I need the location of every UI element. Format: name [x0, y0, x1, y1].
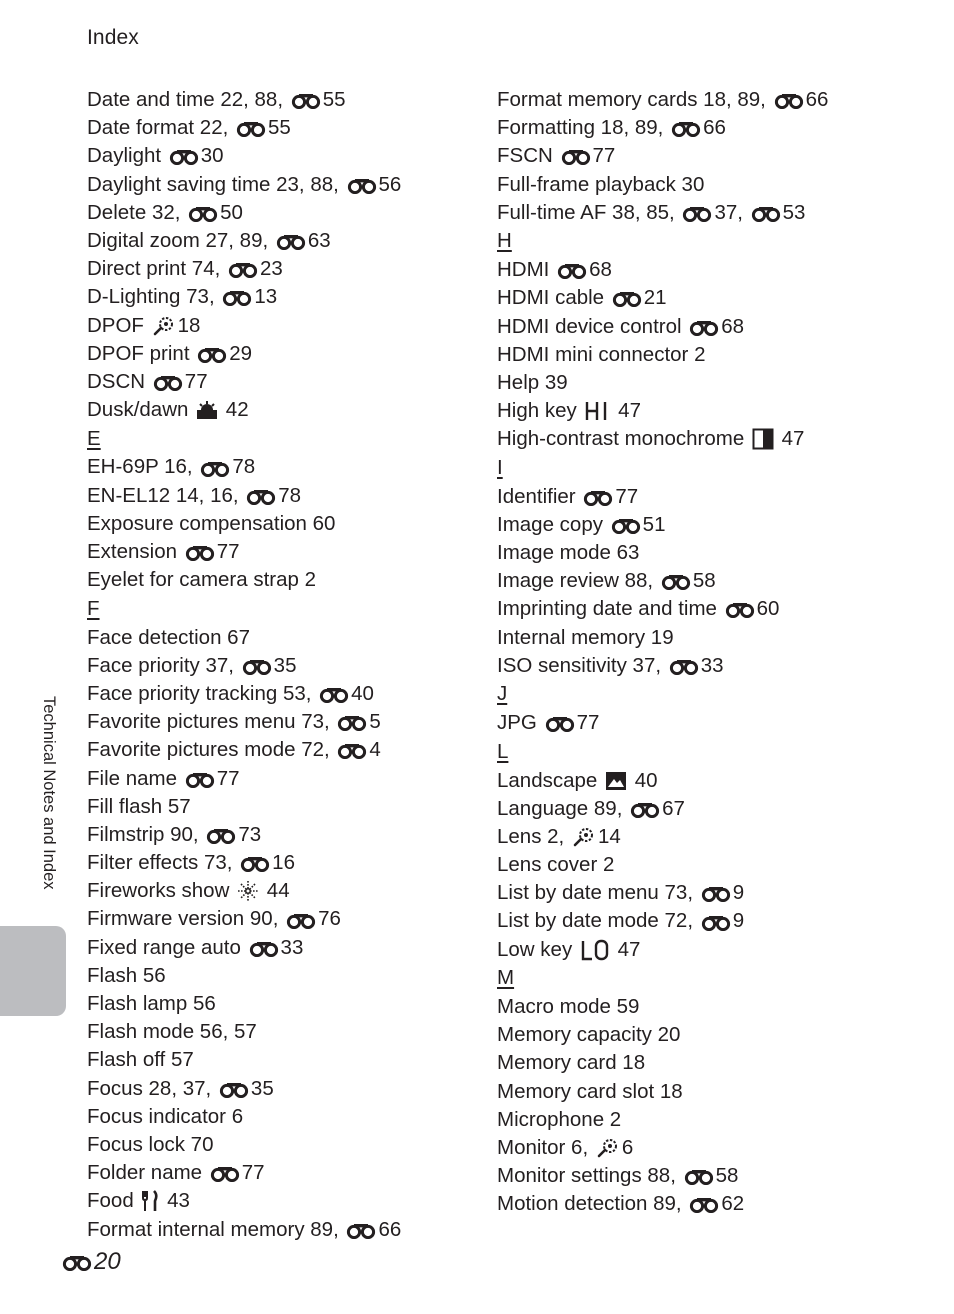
- index-entry: [87, 1131, 401, 1159]
- reference-icon: [242, 657, 272, 675]
- index-entry-text: Fireworks show: [87, 879, 236, 903]
- index-entry-text: ISO sensitivity 37,: [497, 653, 667, 677]
- index-entry-page: 33: [280, 935, 304, 959]
- index-entry-text: Face detection 67: [87, 625, 250, 649]
- index-entry: [87, 1018, 401, 1046]
- index-entry: [87, 793, 401, 821]
- reference-icon: [246, 487, 276, 505]
- reference-icon: [701, 884, 731, 902]
- index-entry-page: 13: [254, 285, 278, 309]
- index-entry-page: 77: [216, 766, 240, 790]
- index-column-right: [497, 86, 828, 1219]
- index-letter-heading: [497, 227, 828, 256]
- page-number: 20: [94, 1248, 121, 1275]
- index-entry-page: 35: [250, 1076, 274, 1100]
- index-entry: [497, 907, 828, 935]
- index-entry: [87, 877, 401, 905]
- index-entry: [497, 595, 828, 623]
- index-entry-page: 73: [238, 822, 262, 846]
- index-entry-page: 55: [322, 88, 346, 111]
- index-entry-text: Firmware version 90,: [87, 907, 285, 931]
- reference-icon: [684, 1167, 714, 1185]
- index-entry-page: 55: [267, 116, 291, 140]
- index-entry-text: HDMI device control: [497, 314, 688, 338]
- index-entry-page: 37,: [714, 200, 749, 224]
- index-entry-text: JPG: [497, 711, 543, 735]
- index-entry-text: Monitor settings 88,: [497, 1164, 682, 1188]
- index-letter-label: E: [87, 426, 101, 450]
- index-entry: [87, 227, 401, 255]
- index-entry-text: Eyelet for camera strap 2: [87, 568, 317, 592]
- reference-icon: [682, 204, 712, 222]
- index-entry-text: Lens 2,: [497, 824, 570, 848]
- index-entry-text: Face priority 37,: [87, 653, 240, 677]
- index-entry-text: FSCN: [497, 144, 559, 168]
- index-entry: [497, 1134, 828, 1162]
- index-entry-page: 63: [307, 228, 331, 252]
- index-entry: [87, 114, 401, 142]
- index-entry: [497, 795, 828, 823]
- index-entry: [497, 256, 828, 284]
- index-entry: [497, 879, 828, 907]
- index-entry-page: 35: [273, 653, 297, 677]
- reference-icon: [286, 911, 316, 929]
- index-entry-page: 51: [642, 512, 666, 536]
- index-entry: [497, 114, 828, 142]
- index-entry-text: Microphone 2: [497, 1107, 622, 1131]
- index-entry-text: Face priority tracking 53,: [87, 681, 318, 705]
- index-entry-text: D-Lighting 73,: [87, 285, 221, 309]
- index-entry-text: Daylight saving time 23, 88,: [87, 172, 345, 196]
- index-entry: [497, 851, 828, 879]
- index-entry-text: Formatting 18, 89,: [497, 116, 670, 140]
- index-entry-page: 53: [782, 200, 806, 224]
- index-entry: [87, 283, 401, 311]
- index-entry-text: Direct print 74,: [87, 257, 226, 281]
- reference-icon: [689, 318, 719, 336]
- index-entry: [497, 1190, 828, 1218]
- index-entry-text: Digital zoom 27, 89,: [87, 228, 274, 252]
- index-entry: [497, 709, 828, 737]
- reference-icon: [219, 1080, 249, 1098]
- index-entry: [87, 340, 401, 368]
- index-entry-page: 50: [220, 200, 243, 224]
- index-entry-text: Image copy: [497, 512, 609, 536]
- index-entry: [87, 538, 401, 566]
- reference-icon: [62, 1253, 92, 1271]
- fireworks-icon: [237, 880, 259, 902]
- index-entry-text: Format memory cards 18, 89,: [497, 88, 772, 111]
- reference-icon: [291, 91, 321, 109]
- index-entry-text: Full-frame playback 30: [497, 172, 705, 196]
- reference-icon: [689, 1195, 719, 1213]
- index-entry-text: High-contrast monochrome: [497, 427, 750, 451]
- index-entry-page: 30: [200, 144, 224, 168]
- index-entry: [497, 1049, 828, 1077]
- reference-icon: [210, 1164, 240, 1182]
- index-entry: [497, 511, 828, 539]
- technical-icon: [572, 826, 596, 848]
- index-entry-page: 18: [177, 313, 201, 337]
- index-entry-page: 77: [184, 369, 208, 393]
- index-entry: [497, 624, 828, 652]
- page-header-title: Index: [87, 26, 139, 49]
- side-section-label-wrap: [36, 696, 58, 916]
- reference-icon: [185, 770, 215, 788]
- index-entry: [87, 199, 401, 227]
- index-entry-text: Date and time 22, 88,: [87, 88, 289, 111]
- index-entry-page: 58: [715, 1164, 739, 1188]
- index-entry-page: 6: [621, 1135, 634, 1159]
- index-entry-text: DPOF print: [87, 341, 196, 365]
- reference-icon: [583, 488, 613, 506]
- index-entry: [497, 993, 828, 1021]
- low-key-icon: [580, 939, 610, 961]
- index-entry: [497, 1078, 828, 1106]
- index-entry-text: Date format 22,: [87, 116, 234, 140]
- index-entry-text: Folder name: [87, 1161, 208, 1185]
- index-entry: [87, 962, 401, 990]
- index-entry-page: 43: [161, 1189, 190, 1213]
- index-entry-text: Low key: [497, 937, 578, 961]
- index-entry-page: 68: [589, 258, 612, 282]
- dusk-dawn-icon: [196, 400, 218, 420]
- index-letter-heading: [497, 964, 828, 993]
- technical-icon: [596, 1137, 620, 1159]
- index-entry: [87, 736, 401, 764]
- index-entry-text: Delete 32,: [87, 200, 187, 224]
- index-entry: [87, 821, 401, 849]
- index-entry-page: 14: [597, 824, 621, 848]
- index-entry-text: Dusk/dawn: [87, 398, 195, 422]
- high-key-icon: [584, 400, 610, 422]
- high-contrast-mono-icon: [752, 428, 774, 450]
- index-entry-page: 9: [732, 881, 745, 905]
- index-entry-text: Flash lamp 56: [87, 992, 216, 1015]
- index-entry-page: 29: [229, 341, 253, 365]
- index-entry: [497, 539, 828, 567]
- index-letter-label: F: [87, 596, 100, 620]
- index-entry: [497, 936, 828, 964]
- index-letter-label: J: [497, 682, 508, 706]
- index-entry-text: HDMI mini connector 2: [497, 342, 706, 366]
- index-entry: [87, 142, 401, 170]
- reference-icon: [630, 800, 660, 818]
- index-entry-text: Fixed range auto: [87, 935, 247, 959]
- index-entry-text: Language 89,: [497, 796, 629, 820]
- index-entry-page: 78: [232, 455, 256, 479]
- index-entry: [87, 255, 401, 283]
- reference-icon: [751, 204, 781, 222]
- reference-icon: [545, 714, 575, 732]
- index-entry-text: File name: [87, 766, 183, 790]
- page-footer: [60, 1248, 121, 1276]
- index-entry-text: Food: [87, 1189, 140, 1213]
- index-entry-page: 62: [721, 1192, 745, 1216]
- index-entry: [497, 1162, 828, 1190]
- reference-icon: [669, 657, 699, 675]
- reference-icon: [319, 685, 349, 703]
- index-letter-heading: [497, 453, 828, 482]
- index-entry-text: High key: [497, 399, 583, 423]
- index-entry-text: Flash off 57: [87, 1048, 194, 1072]
- reference-icon: [200, 459, 230, 477]
- index-entry-page: 78: [278, 483, 302, 507]
- index-entry-page: 77: [576, 711, 600, 735]
- index-letter-heading: [497, 680, 828, 709]
- index-entry-text: Landscape: [497, 768, 604, 792]
- index-entry: [87, 849, 401, 877]
- index-entry-text: Internal memory 19: [497, 625, 674, 649]
- reference-icon: [612, 289, 642, 307]
- index-entry-page: 77: [241, 1161, 265, 1185]
- reference-icon: [347, 176, 377, 194]
- index-entry: [497, 142, 828, 170]
- index-entry: [497, 199, 828, 227]
- index-entry-text: Help 39: [497, 370, 568, 394]
- index-entry-text: Image mode 63: [497, 541, 640, 564]
- index-entry-text: List by date mode 72,: [497, 909, 699, 933]
- landscape-icon: [605, 771, 627, 791]
- index-entry-text: Focus indicator 6: [87, 1104, 244, 1128]
- index-entry-page: 68: [721, 314, 745, 338]
- index-entry-page: 58: [692, 569, 716, 593]
- reference-icon: [661, 572, 691, 590]
- reference-icon: [236, 119, 266, 137]
- index-entry: [497, 397, 828, 425]
- index-letter-heading: [87, 594, 401, 623]
- index-entry-page: 77: [615, 484, 639, 508]
- index-entry: [87, 1159, 401, 1187]
- index-entry-page: 66: [703, 116, 726, 140]
- index-entry: [497, 171, 828, 199]
- index-entry-page: 47: [612, 399, 641, 423]
- index-entry-page: 16: [272, 851, 295, 875]
- index-letter-label: M: [497, 966, 515, 990]
- index-entry: [87, 1046, 401, 1074]
- index-entry: [497, 767, 828, 795]
- index-entry-page: 5: [369, 710, 381, 734]
- index-entry: [497, 313, 828, 341]
- index-entry: [87, 312, 401, 340]
- reference-icon: [561, 147, 591, 165]
- reference-icon: [188, 204, 218, 222]
- index-entry: [497, 483, 828, 511]
- index-entry-text: Focus lock 70: [87, 1132, 214, 1156]
- reference-icon: [611, 516, 641, 534]
- index-entry-text: Filmstrip 90,: [87, 822, 205, 846]
- index-entry-text: Identifier: [497, 484, 582, 508]
- index-letter-label: L: [497, 739, 509, 763]
- reference-icon: [774, 91, 804, 109]
- reference-icon: [228, 260, 258, 278]
- index-entry: [87, 396, 401, 424]
- index-entry-page: 33: [700, 653, 724, 677]
- index-entry-text: Exposure compensation 60: [87, 511, 336, 535]
- reference-icon: [346, 1221, 376, 1239]
- index-entry-page: 4: [369, 738, 381, 762]
- index-entry-page: 44: [261, 879, 290, 903]
- index-entry: [497, 652, 828, 680]
- food-icon: [141, 1190, 159, 1212]
- index-entry-text: Monitor 6,: [497, 1135, 594, 1159]
- index-entry: [87, 1103, 401, 1131]
- index-entry-page: 40: [629, 768, 658, 792]
- index-entry-page: 67: [662, 796, 685, 820]
- index-entry-page: 76: [318, 907, 341, 931]
- index-entry: [87, 1075, 401, 1103]
- index-entry-page: 77: [216, 540, 240, 563]
- index-entry-page: 77: [592, 144, 616, 168]
- index-entry-text: Macro mode 59: [497, 995, 640, 1018]
- technical-icon: [152, 315, 176, 337]
- index-entry: [497, 1021, 828, 1049]
- reference-icon: [197, 345, 227, 363]
- index-entry-page: 66: [805, 88, 829, 111]
- index-entry-text: EH-69P 16,: [87, 455, 199, 479]
- index-entry: [497, 823, 828, 851]
- index-entry-text: Memory card slot 18: [497, 1079, 683, 1103]
- index-entry-page: 60: [756, 597, 780, 621]
- index-entry-text: Focus 28, 37,: [87, 1076, 217, 1100]
- index-entry-text: Favorite pictures menu 73,: [87, 710, 336, 734]
- index-entry: [87, 368, 401, 396]
- reference-icon: [206, 826, 236, 844]
- index-entry-page: 21: [643, 286, 667, 310]
- index-entry: [497, 369, 828, 397]
- index-entry: [87, 765, 401, 793]
- index-letter-heading: [497, 737, 828, 766]
- side-section-label: Technical Notes and Index: [40, 696, 58, 890]
- reference-icon: [701, 913, 731, 931]
- index-entry: [497, 341, 828, 369]
- reference-icon: [169, 147, 199, 165]
- index-letter-heading: [87, 424, 401, 453]
- index-entry: [87, 1216, 401, 1244]
- index-entry-page: 66: [378, 1217, 402, 1241]
- index-entry: [87, 624, 401, 652]
- index-entry-text: Daylight: [87, 144, 167, 168]
- index-entry-text: Extension: [87, 540, 183, 563]
- index-entry-page: 23: [260, 257, 283, 281]
- index-letter-label: I: [497, 455, 503, 479]
- index-entry: [87, 990, 401, 1018]
- index-entry: [497, 567, 828, 595]
- index-entry: [87, 510, 401, 538]
- reference-icon: [222, 288, 252, 306]
- index-entry-text: Flash 56: [87, 963, 166, 987]
- index-entry-page: 42: [220, 398, 249, 422]
- index-entry: [497, 284, 828, 312]
- reference-icon: [185, 543, 215, 561]
- index-entry-text: Motion detection 89,: [497, 1192, 688, 1216]
- index-entry-text: Memory capacity 20: [497, 1023, 681, 1047]
- index-entry-text: HDMI: [497, 258, 556, 282]
- index-entry: [87, 905, 401, 933]
- reference-icon: [249, 939, 279, 957]
- index-entry-text: Flash mode 56, 57: [87, 1020, 257, 1044]
- index-entry: [87, 680, 401, 708]
- index-entry-text: Filter effects 73,: [87, 851, 239, 875]
- reference-icon: [671, 119, 701, 137]
- index-entry-page: 47: [775, 427, 805, 451]
- index-entry-text: DSCN: [87, 369, 151, 393]
- index-entry: [497, 425, 828, 453]
- reference-icon: [276, 232, 306, 250]
- reference-icon: [337, 741, 367, 759]
- index-letter-label: H: [497, 229, 512, 253]
- index-entry: [87, 708, 401, 736]
- index-entry-text: Favorite pictures mode 72,: [87, 738, 336, 762]
- reference-icon: [240, 854, 270, 872]
- index-entry-text: Lens cover 2: [497, 853, 615, 877]
- index-entry: [87, 566, 401, 594]
- index-entry: [87, 652, 401, 680]
- index-entry-page: 56: [378, 172, 402, 196]
- index-entry-page: 47: [611, 937, 641, 961]
- index-entry-text: Imprinting date and time: [497, 597, 723, 621]
- index-entry-text: Image review 88,: [497, 569, 659, 593]
- reference-icon: [557, 261, 587, 279]
- index-entry-text: Full-time AF 38, 85,: [497, 200, 681, 224]
- index-entry: [87, 934, 401, 962]
- section-thumb-tab: [0, 926, 66, 1016]
- index-entry: [497, 1106, 828, 1134]
- index-entry: [87, 86, 401, 114]
- index-entry-text: Memory card 18: [497, 1051, 646, 1075]
- index-entry-text: DPOF: [87, 313, 150, 337]
- index-entry-text: EN-EL12 14, 16,: [87, 483, 245, 507]
- index-entry: [87, 453, 401, 481]
- index-entry: [87, 482, 401, 510]
- index-entry-text: List by date menu 73,: [497, 881, 699, 905]
- index-entry: [87, 171, 401, 199]
- index-column-left: [87, 86, 401, 1244]
- reference-icon: [337, 713, 367, 731]
- index-entry-page: 40: [351, 681, 374, 705]
- index-entry: [87, 1187, 401, 1215]
- index-entry-text: HDMI cable: [497, 286, 610, 310]
- index-entry-text: Format internal memory 89,: [87, 1217, 345, 1241]
- reference-icon: [153, 373, 183, 391]
- index-entry: [497, 86, 828, 114]
- index-entry-page: 9: [732, 909, 745, 933]
- index-entry-text: Fill flash 57: [87, 794, 191, 818]
- reference-icon: [725, 600, 755, 618]
